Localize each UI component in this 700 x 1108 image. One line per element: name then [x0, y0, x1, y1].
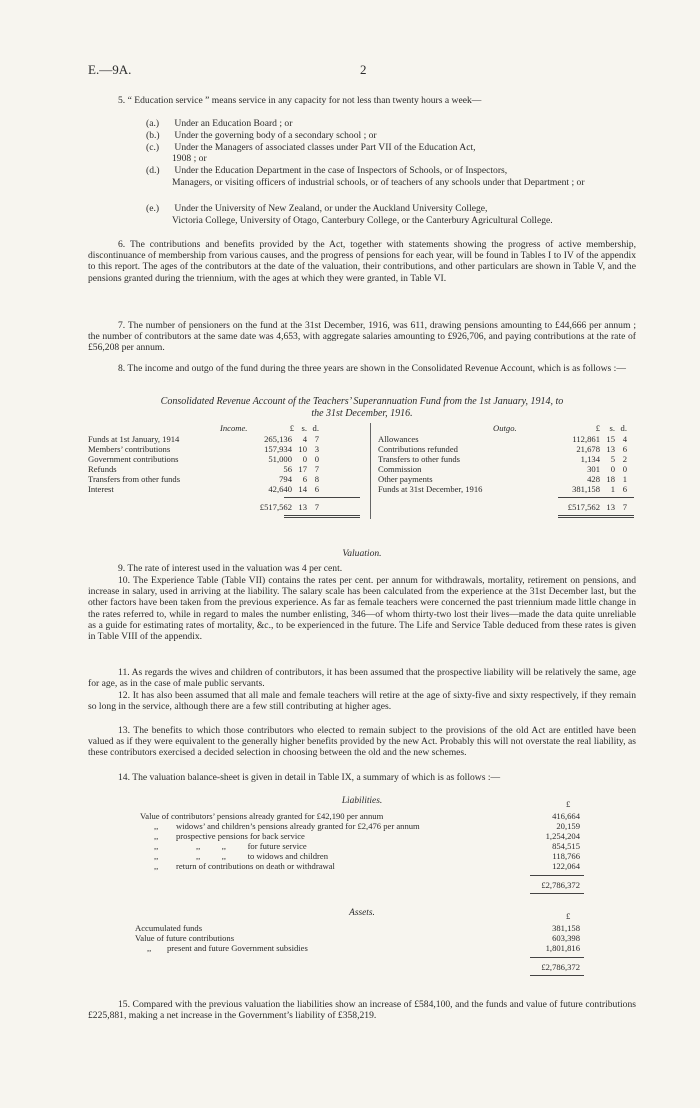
para5-item-d-cont: Managers, or visiting officers of industrial schools, or of teachers of any schools under that Department ; or — [172, 177, 585, 188]
liability-amount: 416,664 — [552, 811, 580, 821]
ditto-mark: ,, — [154, 821, 159, 831]
income-pence: 6 — [314, 484, 319, 494]
outgo-item: Allowances — [378, 434, 419, 444]
income-shillings: 17 — [298, 464, 307, 474]
income-pound-header: £ — [289, 423, 294, 433]
outgo-pence: 6 — [622, 444, 627, 454]
revenue-account-table — [88, 423, 648, 541]
paragraph-6: 6. The contributions and benefits provided by the Act, together with statements showing the progress of active membership, discontinuance of membership from various causes, and the progress of pensions for each year, will be found in Tables I to IV of the appendix to this report. The ages of the contributors at the date of the valuation, their contributions, and other particulars are shown in Table V, and the pensions granted during the triennium, with the ages at which they were granted, in Table VI. — [88, 239, 636, 284]
para5-item-e — [146, 203, 636, 214]
para5-item-b — [146, 130, 636, 141]
item-label: (a.) — [146, 118, 160, 129]
outgo-total-rule-double — [558, 517, 634, 518]
liabilities-total: £2,786,372 — [541, 880, 580, 890]
paragraph-12: 12. It has also been assumed that all male and female teachers will retire at the age of sixty-five and sixty respectively, if they remain so long in the service, although there are a few still contributing at higher ages. — [88, 690, 636, 713]
outgo-total-shillings: 13 — [606, 502, 615, 512]
income-pence: 7 — [314, 464, 319, 474]
outgo-pounds: 381,158 — [572, 484, 600, 494]
income-item: Government contributions — [88, 454, 179, 464]
liability-amount: 1,254,204 — [545, 831, 580, 841]
assets-currency: £ — [566, 911, 571, 921]
paragraph-10: 10. The Experience Table (Table VII) contains the rates per cent. per annum for withdrawals, mortality, retirement on pensions, and increase in salary, used in arriving at the liability. The salary scale has been calculated from the experience at the 31st December last, but the other factors have been taken from the previous experience. As far as female teachers were concerned the past triennium made little change in the rates referred to, while in regard to males the number enlisting, 346—of whom thirty-two lost their lives—made the data quite unreliable as a guide for estimating rates of mortality, &c., to be experienced in the future. The Life and Service Table deduced from these rates is given in Table VIII of the appendix. — [88, 575, 636, 643]
paragraph-7: 7. The number of pensioners on the fund at the 31st December, 1916, was 611, drawing pensions amounting to £44,666 per annum ; the number of contributors at the same date was 4,653, with aggregate salaries amounting to £926,706, and paying contributions at the rate of £56,208 per annum. — [88, 320, 636, 354]
item-label: (d.) — [146, 165, 160, 176]
asset-amount: 603,398 — [552, 933, 580, 943]
para5-item-c-cont: 1908 ; or — [172, 153, 207, 164]
paragraph-15: 15. Compared with the previous valuation the liabilities show an increase of £584,100, and the funds and value of future contributions £225,881, making a net increase in the Government’s liability of £358,219. — [88, 999, 636, 1022]
ditto-mark: ,, — [154, 861, 159, 871]
liability-item: ,, ,, to widows and children — [196, 851, 328, 861]
outgo-total-rule — [558, 515, 634, 516]
liability-item: return of contributions on death or withdrawal — [176, 861, 335, 871]
income-shillings: 4 — [302, 434, 307, 444]
outgo-item: Contributions refunded — [378, 444, 458, 454]
liability-amount: 854,515 — [552, 841, 580, 851]
outgo-pence: 6 — [622, 484, 627, 494]
income-pounds: 794 — [279, 474, 292, 484]
outgo-shillings: 15 — [606, 434, 615, 444]
income-pence: 7 — [314, 434, 319, 444]
liabilities-subtotal-rule — [530, 875, 584, 876]
income-pounds: 42,640 — [268, 484, 292, 494]
outgo-subtotal-rule — [558, 497, 634, 498]
outgo-pounds: 1,134 — [580, 454, 600, 464]
outgo-shilling-header: s. — [609, 423, 615, 433]
income-pence: 3 — [314, 444, 319, 454]
income-shillings: 14 — [298, 484, 307, 494]
item-text: Under the Managers of associated classes under Part VII of the Education Act, — [174, 142, 476, 153]
ditto-mark: ,, — [154, 831, 159, 841]
asset-row — [135, 943, 600, 955]
valuation-heading: Valuation. — [342, 548, 382, 559]
liabilities-total-rule — [530, 893, 584, 894]
outgo-shillings: 1 — [610, 484, 615, 494]
income-pence: 8 — [314, 474, 319, 484]
page-number: 2 — [360, 62, 367, 77]
income-item: Interest — [88, 484, 114, 494]
liabilities-currency: £ — [566, 799, 571, 809]
outgo-heading: Outgo. — [493, 423, 517, 433]
outgo-pound-header: £ — [595, 423, 600, 433]
income-shillings: 10 — [298, 444, 307, 454]
income-heading: Income. — [220, 423, 248, 433]
item-label: (e.) — [146, 203, 160, 214]
outgo-total-pounds: £517,562 — [567, 502, 600, 512]
liability-row — [120, 861, 600, 873]
outgo-pence: 4 — [622, 434, 627, 444]
outgo-pounds: 112,861 — [572, 434, 600, 444]
income-shillings: 0 — [302, 454, 307, 464]
income-pounds: 265,136 — [264, 434, 292, 444]
page-header — [88, 62, 628, 78]
outgo-item: Other payments — [378, 474, 433, 484]
para5-item-a — [146, 118, 636, 129]
income-total-pence: 7 — [314, 502, 319, 512]
paragraph-14: 14. The valuation balance-sheet is given in detail in Table IX, a summary of which is as follows :— — [118, 772, 501, 783]
income-total-shillings: 13 — [298, 502, 307, 512]
paragraph-9: 9. The rate of interest used in the valuation was 4 per cent. — [118, 563, 343, 574]
liability-item: widows’ and children’s pensions already granted for £2,476 per annum — [176, 821, 420, 831]
outgo-pence: 2 — [622, 454, 627, 464]
item-label: (b.) — [146, 130, 160, 141]
paragraph-8: 8. The income and outgo of the fund during the three years are shown in the Consolidated Revenue Account, which is as follows :— — [118, 363, 626, 374]
item-text: Under the University of New Zealand, or under the Auckland University College, — [174, 203, 488, 214]
assets-total-rule — [530, 975, 584, 976]
outgo-item: Funds at 31st December, 1916 — [378, 484, 483, 494]
outgo-item: Transfers to other funds — [378, 454, 461, 464]
income-item: Funds at 1st January, 1914 — [88, 434, 180, 444]
paragraph-11: 11. As regards the wives and children of contributors, it has been assumed that the prospective liability will be relatively the same, age for age, as in the case of male public servants. — [88, 667, 636, 690]
outgo-pence: 0 — [622, 464, 627, 474]
income-shillings: 6 — [302, 474, 307, 484]
outgo-shillings: 13 — [606, 444, 615, 454]
paragraph-13: 13. The benefits to which those contributors who elected to remain subject to the provisions of the old Act are entitled have been valued as if they were equivalent to the generally higher benefits provided by the new Act. Probably this will not overstate the real liability, as these contributors exercised a decided selection in choosing between the old and the new schemes. — [88, 725, 636, 759]
income-pence: 0 — [314, 454, 319, 464]
liability-item: ,, ,, for future service — [196, 841, 307, 851]
income-total-pounds: £517,562 — [259, 502, 292, 512]
income-total-rule-double — [284, 517, 360, 518]
liabilities-heading: Liabilities. — [341, 796, 383, 806]
outgo-pence-header: d. — [620, 423, 627, 433]
item-text: Under the Education Department in the case of Inspectors of Schools, or of Inspectors, — [174, 165, 508, 176]
asset-item: Accumulated funds — [135, 923, 203, 933]
asset-item: Value of future contributions — [135, 933, 235, 943]
assets-heading: Assets. — [349, 908, 375, 918]
account-title-line-2: the 31st December, 1916. — [311, 408, 413, 419]
account-title-line-1: Consolidated Revenue Account of the Teachers’ Superannuation Fund from the 1st January, 1914, to — [160, 396, 564, 407]
document-reference: E.—9A. — [88, 62, 132, 77]
income-item: Transfers from other funds — [88, 474, 181, 484]
income-shilling-header: s. — [301, 423, 307, 433]
liability-amount: 122,064 — [552, 861, 580, 871]
liability-item: prospective pensions for back service — [176, 831, 305, 841]
paragraph-5-intro: 5. “ Education service ” means service in any capacity for not less than twenty hours a week— — [118, 95, 482, 106]
para5-item-d — [146, 165, 636, 176]
para5-item-e-cont: Victoria College, University of Otago, Canterbury College, or the Canterbury Agricultural College. — [172, 215, 553, 226]
income-subtotal-rule — [284, 497, 360, 498]
item-text: Under an Education Board ; or — [174, 118, 293, 129]
item-label: (c.) — [146, 142, 160, 153]
income-pounds: 51,000 — [268, 454, 292, 464]
ditto-mark: ,, — [147, 943, 152, 953]
asset-amount: 1,801,816 — [545, 943, 580, 953]
outgo-item: Commission — [378, 464, 422, 474]
para5-item-c — [146, 142, 636, 153]
income-item: Members’ contributions — [88, 444, 171, 454]
liability-amount: 118,766 — [552, 851, 580, 861]
outgo-shillings: 5 — [610, 454, 615, 464]
liability-item: Value of contributors’ pensions already granted for £42,190 per annum — [140, 811, 384, 821]
liability-amount: 20,159 — [556, 821, 580, 831]
outgo-pence: 1 — [622, 474, 627, 484]
income-pounds: 157,934 — [264, 444, 292, 454]
outgo-shillings: 18 — [606, 474, 615, 484]
outgo-pounds: 301 — [587, 464, 600, 474]
ditto-mark: ,, — [154, 851, 159, 861]
asset-amount: 381,158 — [552, 923, 580, 933]
item-text: Under the governing body of a secondary school ; or — [174, 130, 377, 141]
outgo-shillings: 0 — [610, 464, 615, 474]
outgo-pounds: 428 — [587, 474, 600, 484]
assets-subtotal-rule — [530, 957, 584, 958]
income-pence-header: d. — [312, 423, 319, 433]
income-total-rule — [284, 515, 360, 516]
account-column-divider — [370, 423, 371, 519]
ditto-mark: ,, — [154, 841, 159, 851]
outgo-total-pence: 7 — [622, 502, 627, 512]
asset-item: present and future Government subsidies — [167, 943, 308, 953]
income-item: Refunds — [88, 464, 117, 474]
outgo-pounds: 21,678 — [576, 444, 600, 454]
assets-total: £2,786,372 — [541, 962, 580, 972]
income-pounds: 56 — [283, 464, 292, 474]
